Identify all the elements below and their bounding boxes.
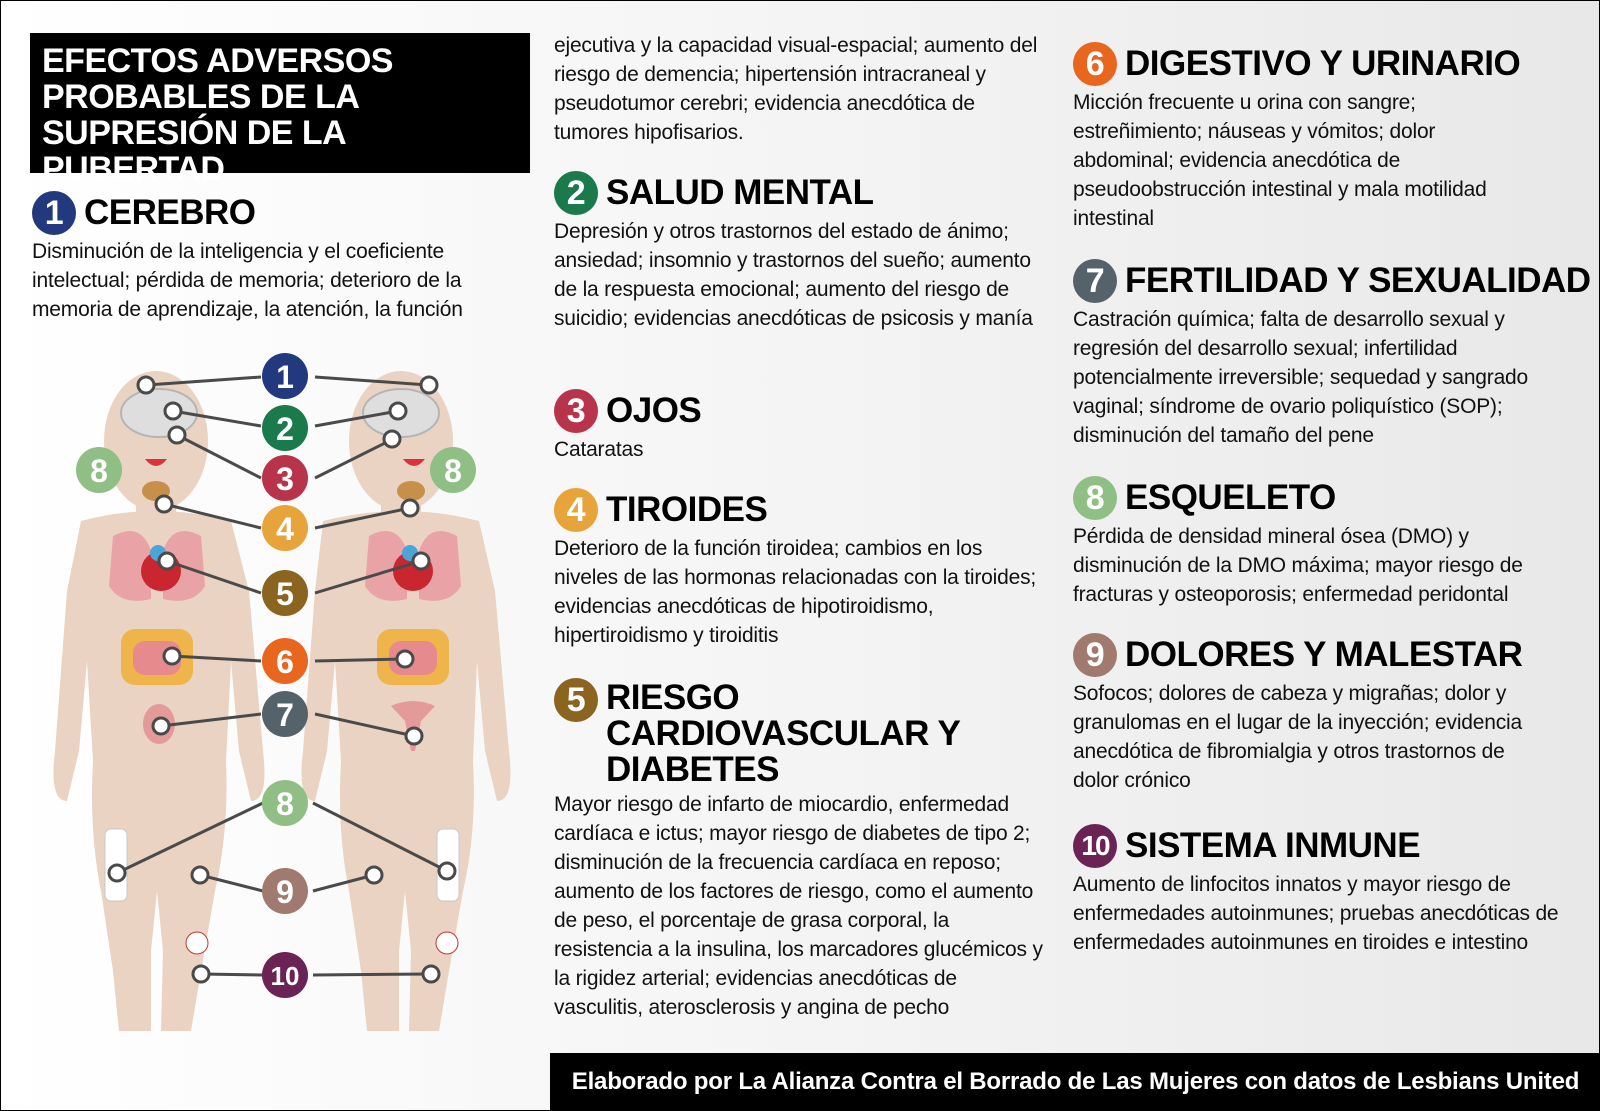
right-thyroid-icon [397,481,425,501]
marker-8-right-label: 8 [444,453,462,489]
section-heading [1073,476,1593,520]
section-heading [554,171,1054,215]
section-esqueleto [1073,476,1593,609]
section-text: Disminución de la inteligencia y el coeficiente intelectual; pérdida de memoria; deterioro de la memoria de aprendizaje, la atención, la función [32,240,463,321]
section-text: Mayor riesgo de infarto de miocardio, enfermedad cardíaca e ictus; mayor riesgo de diabetes de tipo 2; disminución de la frecuencia cardíaca en reposo; aumento de los factores de riesgo, como el aumento de peso, el porcentaje de grasa corporal, la resistencia a la insulina, los marcadores glucémicos y la rigidez arterial; evidencias anecdóticas de vasculitis, aterosclerosis y angina de pecho [554,793,1043,1019]
section-title: TIROIDES [606,490,768,529]
title-line-2: PROBABLES DE LA [42,78,360,116]
section-heading [554,488,1054,532]
marker-6-label: 6 [276,644,294,680]
right-injection-site-icon [436,932,458,954]
body-figure-illustration [1,331,541,1051]
marker-4-label: 4 [276,511,294,547]
section-heading [1073,259,1598,303]
section-heading [1073,42,1593,86]
section-title: ESQUELETO [1125,478,1336,517]
number-badge: 6 [1073,42,1117,86]
section-digestivo [1073,42,1593,233]
left-injection-site-icon [186,932,208,954]
number-badge: 1 [32,191,76,235]
section-text: Deterioro de la función tiroidea; cambios en los niveles de las hormonas relacionadas con la tiroides; evidencias anecdóticas de hipotiroidismo, hipertiroidismo y tiroiditis [554,537,1037,647]
number-badge: 5 [554,678,598,722]
page-title [30,33,530,188]
marker-7-label: 7 [276,697,294,733]
section-heading [32,191,542,235]
section-tiroides [554,488,1054,650]
marker-10-label: 10 [270,961,300,991]
section-ojos [554,389,1034,464]
section-title: SISTEMA INMUNE [1125,826,1421,865]
section-text: Aumento de linfocitos innatos y mayor riesgo de enfermedades autoinmunes; pruebas anecdóticas de enfermedades autoinmunes en tiroides e intestino [1073,873,1559,954]
marker-3-label: 3 [276,461,294,497]
section-title: DIGESTIVO Y URINARIO [1125,44,1521,83]
section-title: SALUD MENTAL [606,173,874,212]
section-text: Depresión y otros trastornos del estado de ánimo; ansiedad; insomnio y trastornos del sueño; aumento de la respuesta emocional; aumento del riesgo de suicidio; evidencias anecdóticas de psicosis y manía [554,220,1033,330]
section-title: FERTILIDAD Y SEXUALIDAD [1125,261,1591,300]
section-cardiovascular [554,678,1054,1022]
section-salud-mental [554,171,1054,333]
marker-8-left-label: 8 [90,453,108,489]
section-title: DOLORES Y MALESTAR [1125,635,1523,674]
footer-credit: Elaborado por La Alianza Contra el Borrado de Las Mujeres con datos de Lesbians United [550,1053,1600,1111]
number-badge: 7 [1073,259,1117,303]
section-fertilidad [1073,259,1598,450]
section-text: Micción frecuente u orina con sangre; estreñimiento; náuseas y vómitos; dolor abdominal; evidencia anecdótica de pseudoobstrucción intestinal y mala motilidad intestinal [1073,91,1487,230]
marker-5-label: 5 [276,576,294,612]
section-heading [1073,633,1593,677]
section-title: RIESGO CARDIOVASCULAR Y DIABETES [606,678,960,789]
number-badge: 4 [554,488,598,532]
section-text: Cataratas [554,438,644,461]
number-badge: 9 [1073,633,1117,677]
section-text: Castración química; falta de desarrollo sexual y regresión del desarrollo sexual; infertilidad potencialmente irreversible; sequedad y sangrado vaginal; síndrome de ovario poliquístico (SOP); disminución del tamaño del pene [1073,308,1529,447]
number-badge: 10 [1073,824,1117,868]
title-line-3: SUPRESIÓN DE LA PUBERTAD [42,114,345,188]
body-figure-svg [1,331,541,1051]
section-heading [554,678,1054,788]
section-dolores [1073,633,1593,795]
section-text: Pérdida de densidad mineral ósea (DMO) y disminución de la DMO máxima; mayor riesgo de fracturas y osteoporosis; enfermedad peridontal [1073,525,1523,606]
section-text: Sofocos; dolores de cabeza y migrañas; dolor y granulomas en el lugar de la inyección; evidencia anecdótica de fibromialgia y otros trastornos de dolor crónico [1073,682,1522,792]
marker-9-label: 9 [276,874,294,910]
number-badge: 3 [554,389,598,433]
number-badge: 8 [1073,476,1117,520]
section-sistema-inmune [1073,824,1593,957]
marker-1-label: 1 [276,359,294,395]
marker-2-label: 2 [276,411,294,447]
marker-8-label: 8 [276,786,294,822]
title-line-1: EFECTOS ADVERSOS [42,42,393,80]
section-title: OJOS [606,391,702,430]
section-heading [1073,824,1593,868]
section-title: CEREBRO [84,193,256,232]
section-cerebro [32,191,542,324]
number-badge: 2 [554,171,598,215]
cerebro-continuation-text: ejecutiva y la capacidad visual-espacial; aumento del riesgo de demencia; hipertensión intracraneal y pseudotumor cerebri; evidencia anecdótica de tumores hipofisarios. [554,34,1038,144]
section-heading [554,389,1034,433]
